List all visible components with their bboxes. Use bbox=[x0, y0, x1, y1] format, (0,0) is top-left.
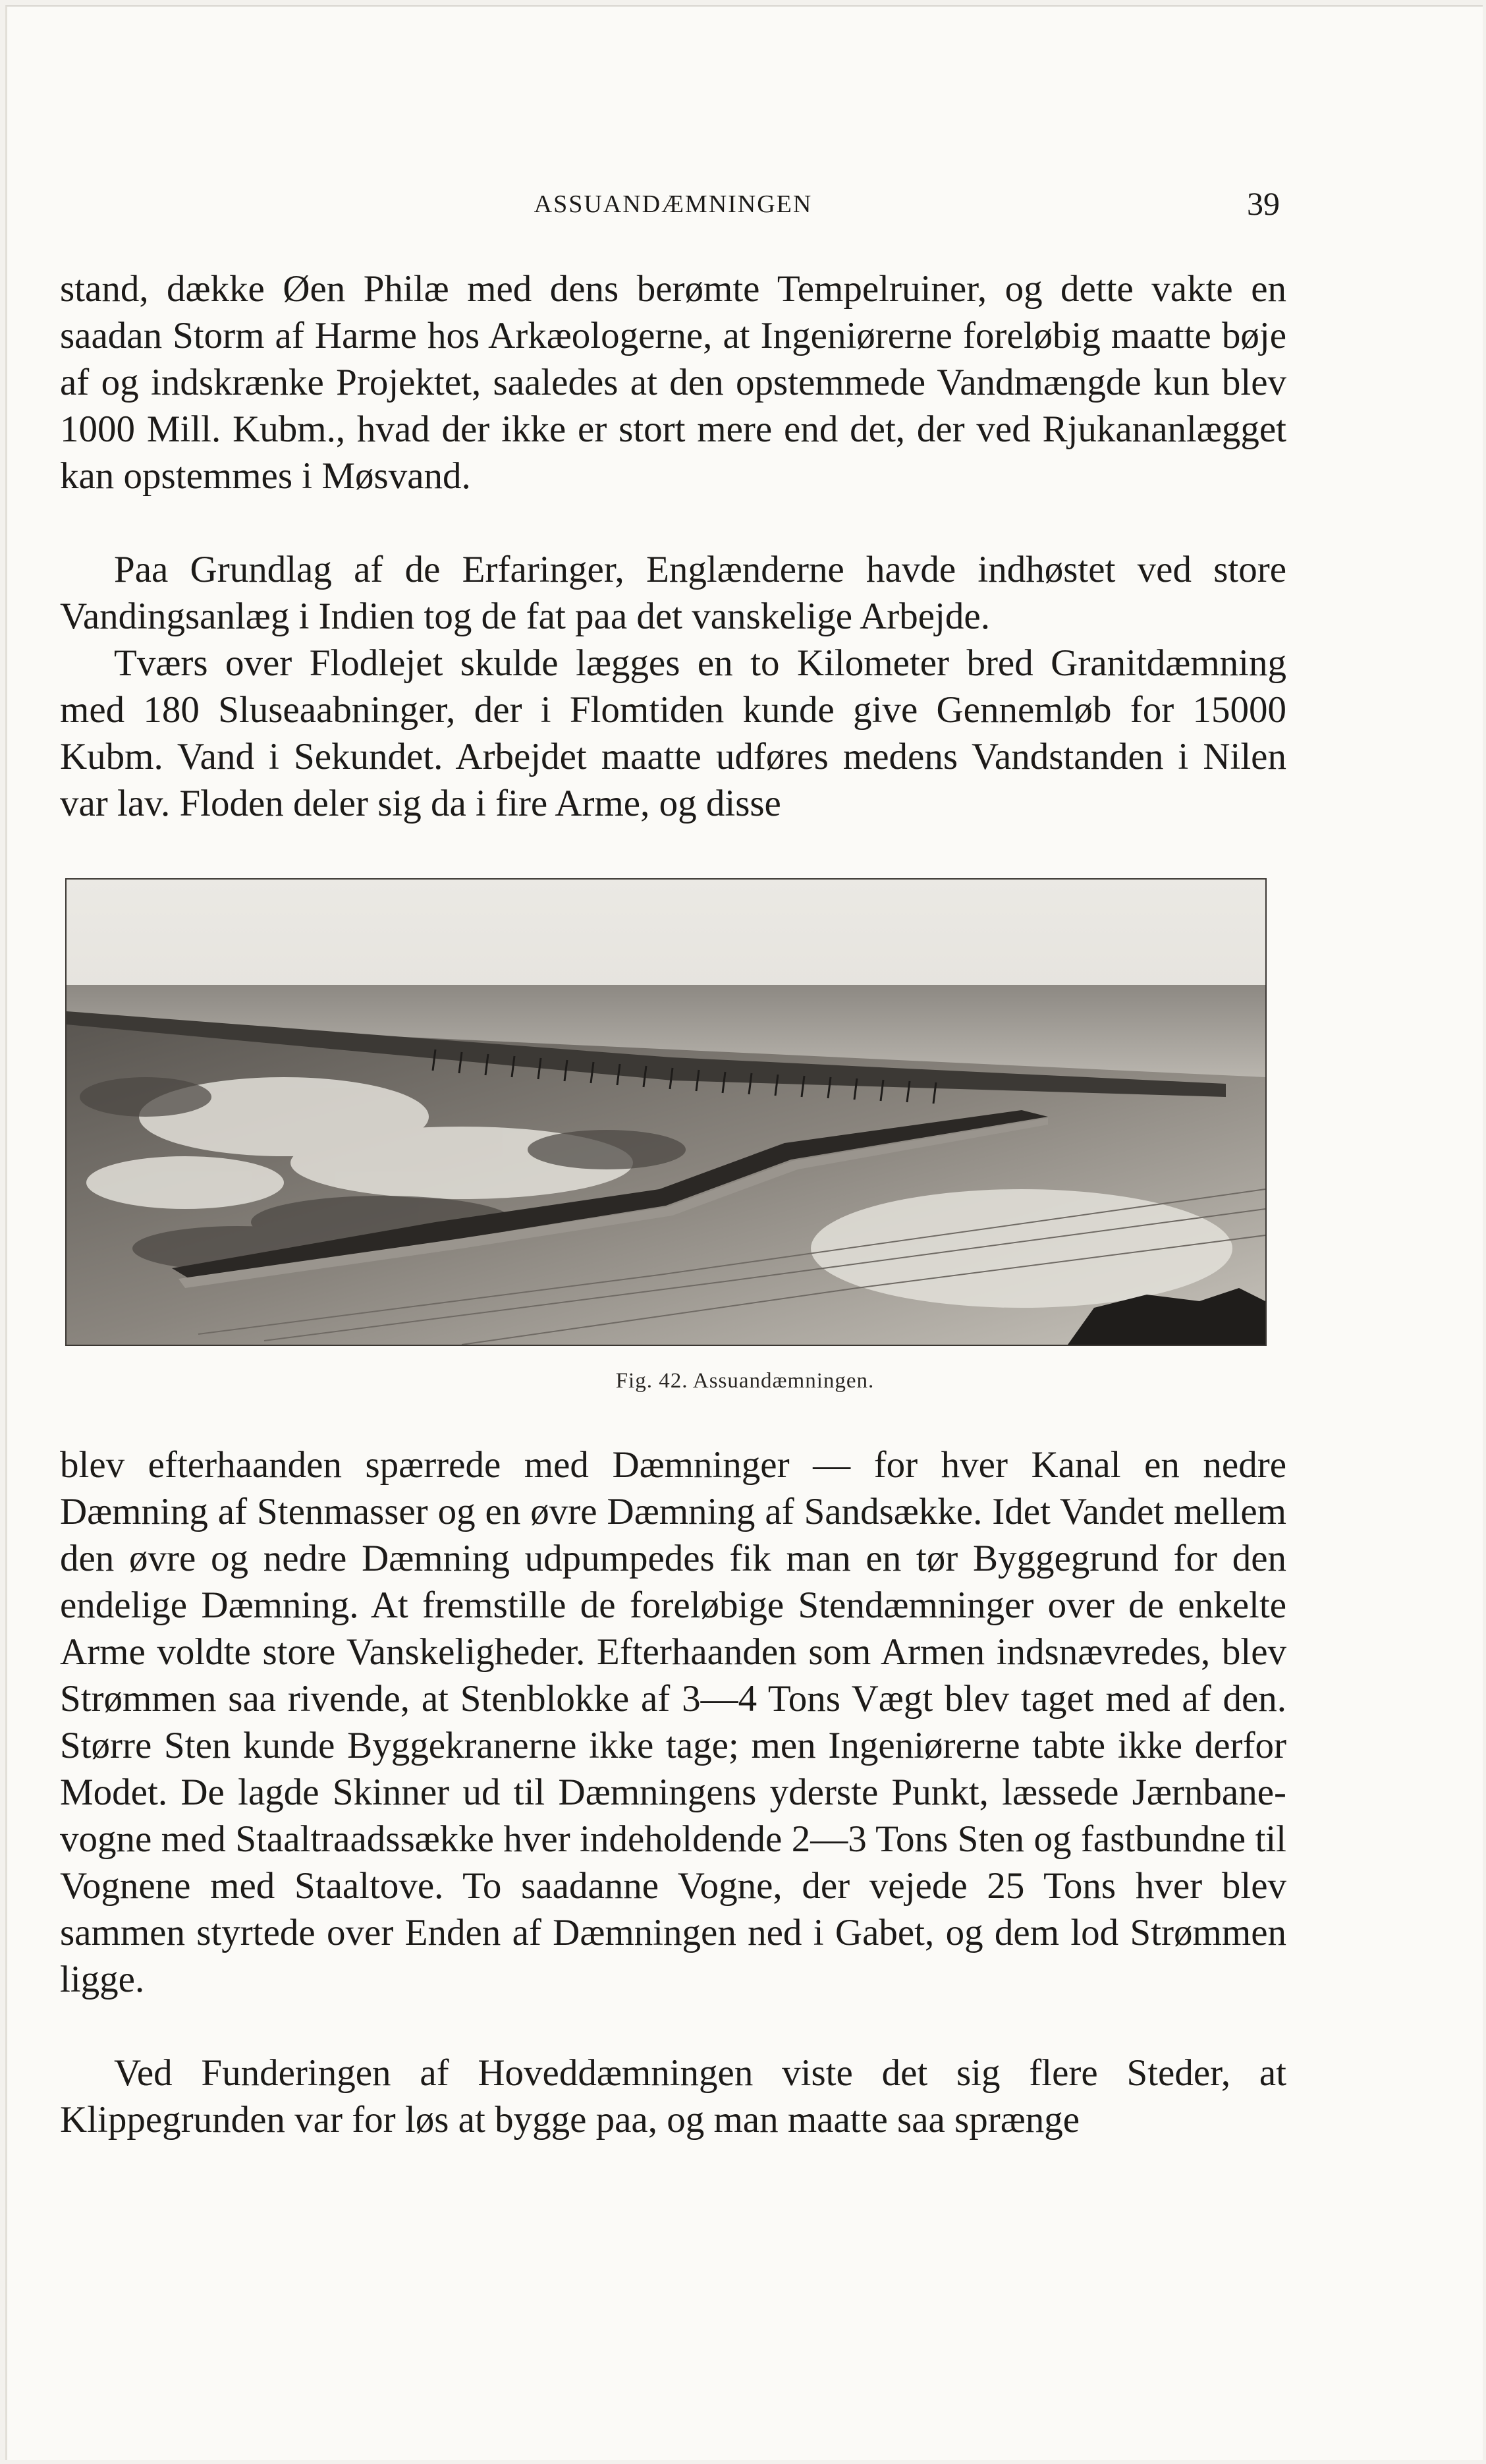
paragraph-5: Ved Funderingen af Hoveddæmningen viste det sig flere Steder, at Klippegrunden var for løs at bygge paa, og man maatte saa sprænge bbox=[60, 2052, 1286, 2141]
paragraph-3: Tværs over Flodlejet skulde lægges en to Kilometer bred Granitdæmning med 180 Sluseaabninger, der i Flomtiden kunde give Gennemløb for 15000 Kubm. Vand i Sekundet. Arbejdet maatte udføres medens Vandstanden i Nilen var lav. Floden deler sig da i fire Arme, og disse bbox=[60, 642, 1286, 824]
paragraph-4: blev efterhaanden spærrede med Dæmninger — for hver Kanal en nedre Dæmning af Stenmasser og en øvre Dæmning af Sandsække. Idet Vandet mellem den øvre og nedre Dæmning udpumpedes fik man en tør Byggegrund for den endelige Dæmning. At fremstille de foreløbige Stendæmninger over de enkelte Arme voldte store Vanskeligheder. Efterhaanden som Armen indsnævredes, blev Strømmen saa rivende, at Stenblokke af 3—4 Tons Vægt blev taget med af den. Større Sten kunde Byggekranerne ikke tage; men Ingeniørerne tabte ikke derfor Modet. De lagde Skinner ud til Dæmningens yderste Punkt, læssede Jærnbanevogne med Staaltraadssække hver indeholdende 2—3 Tons Sten og fastbundne til Vognene med Staaltove. To saadanne Vogne, der vejede 25 Tons hver blev sammen styrtede over Enden af Dæmningen ned i Gabet, og dem lod Strømmen ligge. bbox=[60, 1444, 1286, 2000]
book-page bbox=[5, 5, 1483, 2460]
figure-caption: Fig. 42. Assuandæmningen. bbox=[615, 1369, 875, 1393]
paragraph-1: stand, dække Øen Philæ med dens berømte Tempelruiner, og dette vakte en saadan Storm af Harme hos Arkæologerne, at Ingeniørerne foreløbig maatte bøje af og indskrænke Projektet, saaledes at den opstemmede Vandmængde kun blev 1000 Mill. Kubm., hvad der ikke er stort mere end det, der ved Rjukananlægget kan opstemmes i Møsvand. bbox=[60, 268, 1286, 497]
page-header bbox=[60, 185, 1286, 229]
dam-photograph-image bbox=[67, 880, 1265, 1345]
page-number: 39 bbox=[1247, 185, 1280, 222]
dam-photograph bbox=[65, 878, 1267, 1346]
running-title: ASSUANDÆMNINGEN bbox=[534, 190, 813, 218]
paragraph-2: Paa Grundlag af de Erfaringer, Englænderne havde indhøstet ved store Vandingsanlæg i Indien tog de fat paa det vanskelige Arbejde. bbox=[60, 549, 1286, 637]
